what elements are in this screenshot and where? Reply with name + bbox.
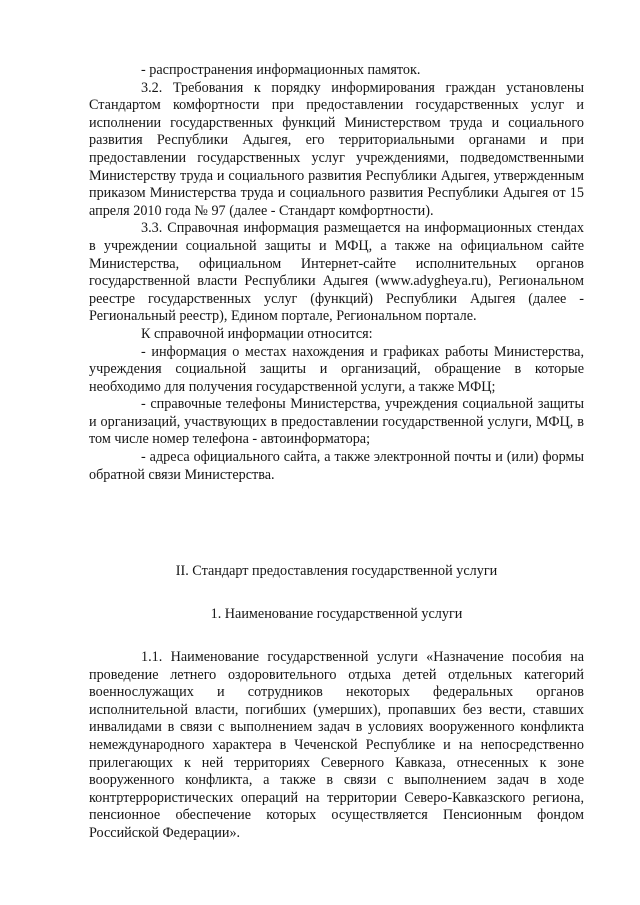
paragraph-3-3-reference-info: 3.3. Справочная информация размещается на информационных стендах в учреждении социальной защиты и МФЦ, а также на официальном сайте Министерства, официальном Интернет-сайте исполнительных органов государственной власти Республики Адыгея (www.adygheya.ru), Региональном реестре государственных услуг (функций) Республики Адыгея (далее - Региональный реестр), Едином портале, Региональном портале. (89, 220, 584, 325)
list-item-phones: - справочные телефоны Министерства, учреждения социальной защиты и организаций, участвующих в предоставлении государственной услуги, МФЦ, в том числе номер телефона - автоинформатора; (89, 396, 584, 448)
list-item-website-email: - адреса официального сайта, а также электронной почты и (или) формы обратной связи Министерства. (89, 449, 584, 483)
body-text-upper (89, 62, 584, 484)
paragraph-reference-intro: К справочной информации относится: (141, 325, 373, 342)
paragraph-memo-distribution: - распространения информационных памяток. (141, 62, 421, 78)
body-text-lower (89, 649, 584, 843)
paragraph-1-1-service-name: 1.1. Наименование государственной услуги «Назначение пособия на проведение летнего оздоровительного отдыха детей отдельных категорий военнослужащих и сотрудников некоторых федеральных органов исполнительной власти, погибших (умерших), пропавших без вести, ставших инвалидами в связи с выполнением задач в условиях вооруженного конфликта немеждународного характера в Чеченской Республике и на непосредственно прилегающих к ней территориях Северного Кавказа, отнесенных к зоне вооруженного конфликта, а также в связи с выполнением задач в ходе контртеррористических операций на территории Северо-Кавказского региона, пенсионное обеспечение которых осуществляется Пенсионным фондом Российской Федерации». (89, 649, 584, 841)
list-item-locations-schedules: - информация о местах нахождения и графиках работы Министерства, учреждения социальной защиты и организаций, обращение в которые необходимо для получения государственной услуги, а также МФЦ; (89, 343, 584, 395)
paragraph-3-2-requirements: 3.2. Требования к порядку информирования граждан установлены Стандартом комфортности при предоставлении государственных услуг и исполнении государственных функций Министерством труда и социального развития Республики Адыгея, его территориальными органами и при предоставлении государственных услуг учреждениями, подведомственными Министерству труда и социального развития Республики Адыгея, утвержденным приказом Министерства труда и социального развития Республики Адыгея от 15 апреля 2010 года № 97 (далее - Стандарт комфортности). (89, 79, 584, 219)
section-heading: II. Стандарт предоставления государственной услуги (175, 563, 498, 579)
subsection-heading: 1. Наименование государственной услуги (210, 606, 463, 622)
section-heading-container (89, 563, 584, 581)
subsection-heading-container (89, 606, 584, 624)
